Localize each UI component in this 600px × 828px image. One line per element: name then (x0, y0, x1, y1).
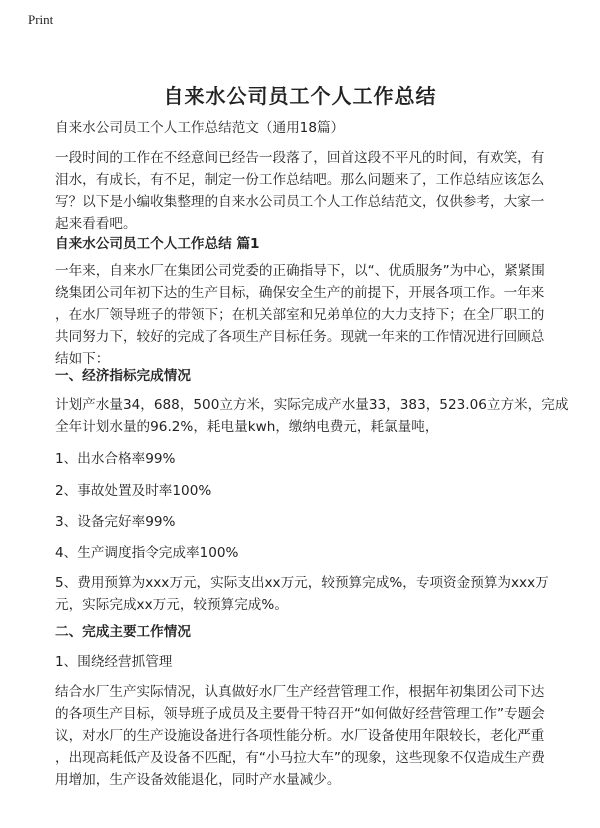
heading-economic: 一、经济指标完成情况 (55, 368, 191, 384)
text-line: 一年来，自来水厂在集团公司党委的正确指导下，以“、优质服务”为中心，紧紧围 (55, 263, 545, 279)
section1-paragraph (55, 260, 555, 370)
final-paragraph (55, 681, 555, 791)
text-line: 用增加，生产设备效能退化，同时产水量减少。 (55, 772, 341, 788)
print-link[interactable]: Print (28, 12, 54, 27)
text-line: 计划产水量34，688，500立方米，实际完成产水量33，383，523.06立方米，完成 (55, 397, 569, 413)
list-item (55, 572, 555, 616)
text-line: 结如下： (55, 351, 110, 367)
list-item: 4、生产调度指令完成率100% (55, 545, 239, 561)
text-line: 起来看看吧。 (55, 216, 137, 232)
document-title: 自来水公司员工个人工作总结 (163, 84, 437, 108)
text-line: ，在水厂领导班子的带领下；在机关部室和兄弟单位的大力支持下；在全厂职工的 (55, 307, 545, 323)
text-line: 一段时间的工作在不经意间已经告一段落了，回首这段不平凡的时间，有欢笑，有 (55, 150, 545, 166)
text-line: 写？以下是小编收集整理的自来水公司员工个人工作总结范文，仅供参考，大家一 (55, 194, 545, 210)
text-line: 全年计划水量的96.2%，耗电量kwh，缴纳电费元，耗氯量吨， (55, 419, 439, 435)
text-line: 5、费用预算为xxx万元，实际支出xx万元，较预算完成%，专项资金预算为xxx万 (55, 575, 549, 591)
text-line: 共同努力下，较好的完成了各项生产目标任务。现就一年来的工作情况进行回顾总 (55, 329, 545, 345)
text-line: ，出现高耗低产及设备不匹配，有“小马拉大车”的现象，这些现象不仅造成生产费 (55, 750, 545, 766)
text-line: 绕集团公司年初下达的生产目标，确保安全生产的前提下，开展各项工作。一年来 (55, 285, 545, 301)
section-heading: 自来水公司员工个人工作总结 篇1 (55, 236, 260, 252)
text-line: 结合水厂生产实际情况，认真做好水厂生产经营管理工作，根据年初集团公司下达 (55, 684, 545, 700)
intro-paragraph (55, 147, 555, 235)
text-line: 元，实际完成xx万元，较预算完成%。 (55, 597, 288, 613)
list-item: 2、事故处置及时率100% (55, 483, 212, 499)
text-line: 泪水，有成长，有不足，制定一份工作总结吧。那么问题来了，工作总结应该怎么 (55, 172, 545, 188)
economic-paragraph (55, 394, 569, 438)
sub-heading: 1、围绕经营抓管理 (55, 654, 173, 670)
text-line: 的各项生产目标，领导班子成员及主要骨干特召开“如何做好经营管理工作”专题会 (55, 706, 545, 722)
list-item: 3、设备完好率99% (55, 514, 176, 530)
list-item: 1、出水合格率99% (55, 451, 176, 467)
text-line: 议，对水厂的生产设施设备进行各项性能分析。水厂设备使用年限较长，老化严重 (55, 728, 545, 744)
subtitle: 自来水公司员工个人工作总结范文（通用18篇） (55, 120, 345, 136)
heading-main-work: 二、完成主要工作情况 (55, 624, 191, 640)
